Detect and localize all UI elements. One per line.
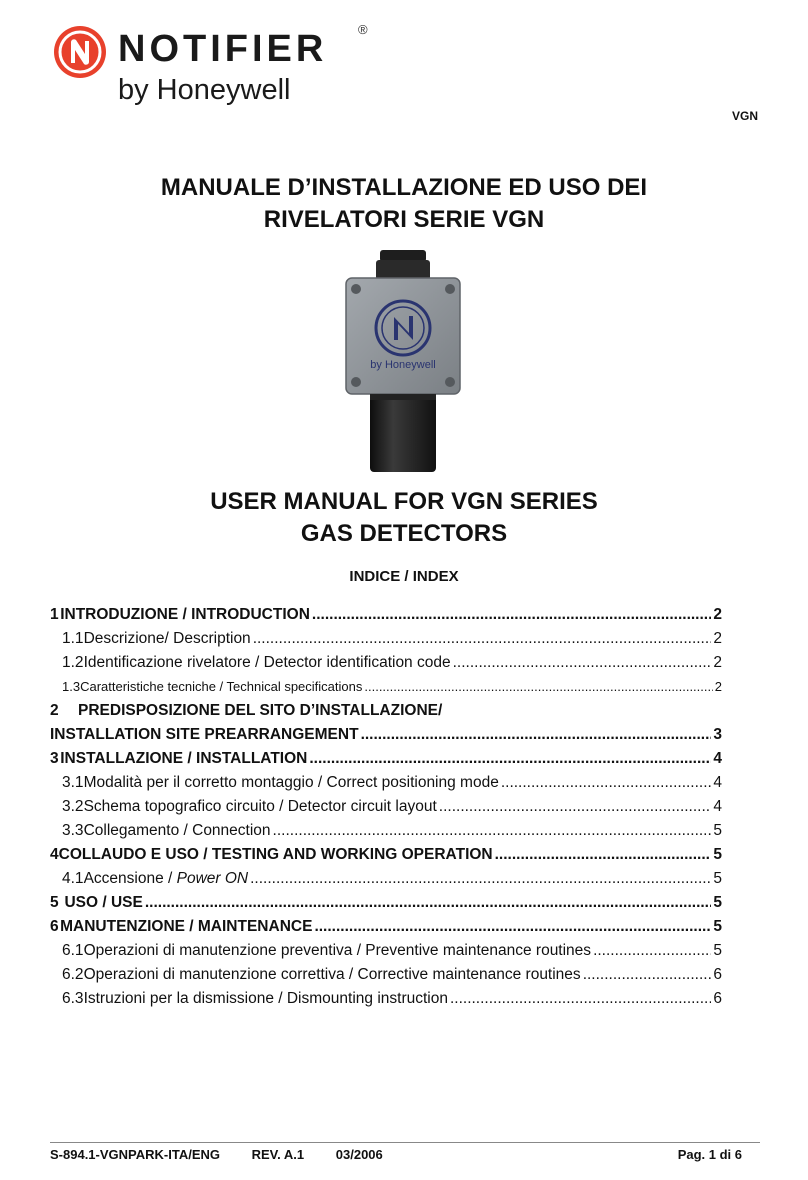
toc-title: Schema topografico circuito / Detector circuit layout xyxy=(83,798,437,815)
toc-page: 5 xyxy=(713,846,722,863)
toc-leader xyxy=(501,771,712,795)
toc-title: Operazioni di manutenzione correttiva / Corrective maintenance routines xyxy=(83,966,581,983)
toc-page: 5 xyxy=(713,894,722,911)
toc-page: 5 xyxy=(713,822,722,839)
toc-title-regular: Accensione / xyxy=(83,870,177,887)
toc-page: 4 xyxy=(713,798,722,815)
toc-number: 1 xyxy=(50,606,59,623)
notifier-n-logo-icon xyxy=(52,24,108,80)
revision: REV. A.1 xyxy=(251,1147,305,1162)
toc-number: 1.1 xyxy=(62,630,84,647)
toc-leader xyxy=(361,723,712,747)
toc-leader xyxy=(253,627,712,651)
toc-leader xyxy=(250,867,711,891)
toc-title: Operazioni di manutenzione preventiva / Preventive maintenance routines xyxy=(83,942,592,959)
toc-page: 2 xyxy=(713,630,722,647)
toc-page: 2 xyxy=(714,679,722,694)
toc-leader xyxy=(495,843,712,867)
toc-number: 6 xyxy=(50,918,59,935)
brand-name: NOTIFIER xyxy=(118,28,328,70)
document-code: S-894.1-VGNPARK-ITA/ENG xyxy=(50,1147,220,1162)
toc-title: COLLAUDO E USO / TESTING AND WORKING OPERATION xyxy=(58,846,493,863)
toc-number: 4 xyxy=(50,846,59,863)
toc-entry-1-2[interactable] xyxy=(50,651,722,675)
page-number: Pag. 1 di 6 xyxy=(677,1147,742,1162)
toc-leader xyxy=(453,651,712,675)
toc-entry-5[interactable] xyxy=(50,891,722,915)
notifier-logo xyxy=(52,22,382,112)
toc-page: 3 xyxy=(713,726,722,743)
toc-entry-6[interactable] xyxy=(50,915,722,939)
title-italian xyxy=(0,172,808,236)
toc-title xyxy=(84,867,249,891)
toc-title: MANUTENZIONE / MAINTENANCE xyxy=(60,918,313,935)
toc-number: 3.1 xyxy=(62,774,84,791)
toc-entry-1-1[interactable] xyxy=(50,627,722,651)
toc-entry-6-3[interactable] xyxy=(50,987,722,1011)
footer-divider xyxy=(50,1142,760,1143)
toc-title-continued: INSTALLATION SITE PREARRANGEMENT xyxy=(50,726,359,743)
index-heading: INDICE / INDEX xyxy=(349,568,459,585)
title-english xyxy=(0,486,808,550)
toc-title: INTRODUZIONE / INTRODUCTION xyxy=(60,606,310,623)
toc-entry-4-1[interactable] xyxy=(50,867,722,891)
toc-title: USO / USE xyxy=(64,894,143,911)
registered-mark: ® xyxy=(358,22,368,37)
page-footer xyxy=(50,1147,742,1162)
toc-number: 3.2 xyxy=(62,798,84,815)
toc-entry-1-3[interactable] xyxy=(50,675,722,699)
toc-page: 6 xyxy=(713,990,722,1007)
toc-leader xyxy=(439,795,712,819)
table-of-contents xyxy=(50,603,722,1011)
toc-number: 6.3 xyxy=(62,990,84,1007)
toc-page: 2 xyxy=(713,654,722,671)
toc-leader xyxy=(364,675,712,699)
toc-number: 6.1 xyxy=(62,942,84,959)
toc-number: 1.2 xyxy=(62,654,84,671)
toc-title: INSTALLAZIONE / INSTALLATION xyxy=(60,750,308,767)
toc-number: 5 xyxy=(50,894,59,911)
toc-page: 4 xyxy=(713,774,722,791)
toc-page: 5 xyxy=(713,942,722,959)
toc-entry-3-2[interactable] xyxy=(50,795,722,819)
toc-title-italic: Power ON xyxy=(176,870,249,887)
toc-entry-4[interactable] xyxy=(50,843,722,867)
toc-leader xyxy=(583,963,712,987)
corner-code: VGN xyxy=(731,109,758,123)
document-date: 03/2006 xyxy=(335,1147,383,1162)
toc-title: Caratteristiche tecniche / Technical specifications xyxy=(80,679,363,694)
toc-title: PREDISPOSIZIONE DEL SITO D’INSTALLAZIONE/ xyxy=(78,702,443,719)
gas-detector-image xyxy=(340,248,466,474)
toc-page: 5 xyxy=(713,870,722,887)
toc-entry-1[interactable] xyxy=(50,603,722,627)
toc-entry-6-2[interactable] xyxy=(50,963,722,987)
toc-entry-2[interactable] xyxy=(50,699,722,747)
toc-entry-3-1[interactable] xyxy=(50,771,722,795)
toc-title: Identificazione rivelatore / Detector identification code xyxy=(83,654,451,671)
toc-leader xyxy=(312,603,711,627)
toc-leader xyxy=(593,939,711,963)
toc-number: 3.3 xyxy=(62,822,84,839)
toc-leader xyxy=(314,915,711,939)
toc-title: Collegamento / Connection xyxy=(83,822,271,839)
title-italian-line1: MANUALE D’INSTALLAZIONE ED USO DEI xyxy=(160,174,648,201)
toc-leader xyxy=(145,891,712,915)
toc-number: 4.1 xyxy=(62,870,84,887)
toc-page: 2 xyxy=(713,606,722,623)
toc-leader xyxy=(450,987,711,1011)
toc-number: 6.2 xyxy=(62,966,84,983)
brand-tagline: by Honeywell xyxy=(118,74,291,106)
toc-page: 5 xyxy=(713,918,722,935)
device-label: by Honeywell xyxy=(370,359,436,371)
toc-leader xyxy=(273,819,712,843)
toc-title: Modalità per il corretto montaggio / Correct positioning mode xyxy=(83,774,499,791)
title-english-line1: USER MANUAL FOR VGN SERIES xyxy=(210,488,598,515)
toc-entry-3-3[interactable] xyxy=(50,819,722,843)
toc-leader xyxy=(309,747,711,771)
title-english-line2: GAS DETECTORS xyxy=(300,520,508,547)
toc-page: 4 xyxy=(713,750,722,767)
toc-title: Descrizione/ Description xyxy=(83,630,251,647)
toc-entry-6-1[interactable] xyxy=(50,939,722,963)
toc-page: 6 xyxy=(713,966,722,983)
toc-entry-3[interactable] xyxy=(50,747,722,771)
toc-number: 1.3 xyxy=(62,679,81,694)
toc-number: 3 xyxy=(50,750,59,767)
toc-title: Istruzioni per la dismissione / Dismounting instruction xyxy=(83,990,448,1007)
title-italian-line2: RIVELATORI SERIE VGN xyxy=(263,206,545,233)
toc-number: 2 xyxy=(50,702,59,719)
